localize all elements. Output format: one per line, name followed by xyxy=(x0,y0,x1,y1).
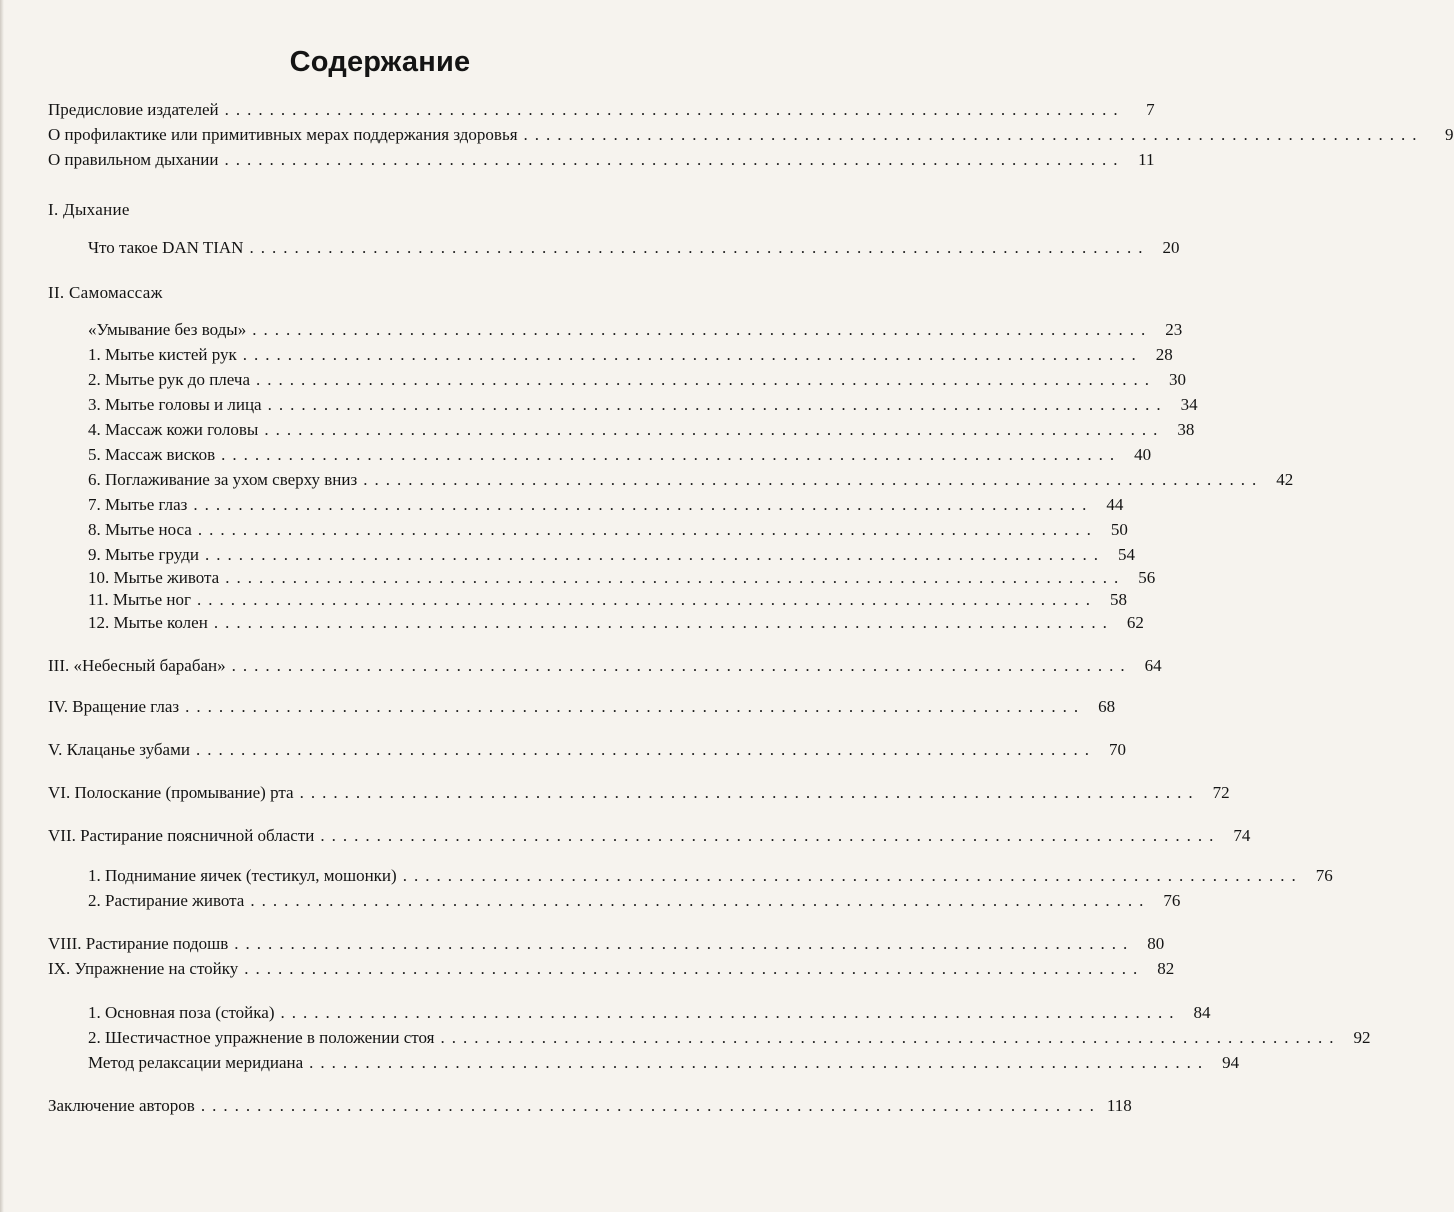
toc-entry xyxy=(88,866,1333,890)
dot-leader: ................................................................................ xyxy=(256,370,1156,389)
toc-entry xyxy=(88,495,1124,519)
toc-entry-label: 4. Массаж кожи головы xyxy=(88,420,259,439)
page-title: Содержание xyxy=(289,46,471,78)
toc-entry-page-number: 68 xyxy=(1098,697,1116,716)
toc-entry-label: 1. Основная поза (стойка) xyxy=(88,1003,275,1022)
toc-entry-page-number: 94 xyxy=(1222,1053,1240,1072)
dot-leader: ................................................................................ xyxy=(242,345,1143,364)
toc-entry-label: 1. Мытье кистей рук xyxy=(88,345,237,364)
toc-entry xyxy=(88,395,1198,419)
dot-leader: ................................................................................ xyxy=(402,866,1303,885)
dot-leader: ................................................................................ xyxy=(267,395,1168,414)
toc-entry-page-number: 34 xyxy=(1180,395,1198,414)
toc-entry-page-number: 42 xyxy=(1276,470,1294,489)
dot-leader: ................................................................................ xyxy=(185,697,1086,716)
toc-entry xyxy=(88,345,1173,369)
dot-leader: ................................................................................ xyxy=(250,891,1151,910)
toc-entry-page-number: 28 xyxy=(1155,345,1173,364)
toc-entry-page-number: 82 xyxy=(1157,959,1175,978)
dot-leader: ................................................................................ xyxy=(252,320,1153,339)
toc-entry xyxy=(88,891,1181,915)
dot-leader: ................................................................................ xyxy=(523,125,1424,144)
dot-leader: ................................................................................ xyxy=(264,420,1165,439)
toc-entry-label: II. Самомассаж xyxy=(48,283,163,302)
dot-leader: ................................................................................ xyxy=(193,495,1094,514)
toc-entry-label: 5. Массаж висков xyxy=(88,445,216,464)
dot-leader: ................................................................................ xyxy=(195,740,1096,759)
toc-entry xyxy=(88,238,1180,262)
dot-leader: ................................................................................ xyxy=(225,568,1126,587)
toc-entry-page-number: 54 xyxy=(1117,545,1135,564)
toc-entry-page-number: 56 xyxy=(1138,568,1156,587)
toc-entry-label: IV. Вращение глаз xyxy=(48,697,180,716)
toc-entry-page-number: 70 xyxy=(1108,740,1126,759)
toc-entry-label: VII. Растирание поясничной области xyxy=(48,826,315,845)
toc-entry xyxy=(88,1053,1240,1077)
toc-entry xyxy=(88,1028,1371,1052)
toc-entry xyxy=(88,520,1128,544)
toc-entry-label: VI. Полоскание (промывание) рта xyxy=(48,783,294,802)
toc-entry-label: Предисловие издателей xyxy=(48,100,219,119)
dot-leader: ................................................................................ xyxy=(299,783,1200,802)
toc-entry-label: 12. Мытье колен xyxy=(88,613,208,632)
toc-entry xyxy=(88,370,1186,394)
toc-entry-label: IX. Упражнение на стойку xyxy=(48,959,239,978)
toc-entry xyxy=(88,613,1144,637)
toc-entry-page-number: 92 xyxy=(1353,1028,1371,1047)
toc-entry-page-number: 11 xyxy=(1138,150,1155,169)
dot-leader: ................................................................................ xyxy=(234,934,1135,953)
toc-entry-label: 2. Шестичастное упражнение в положении стоя xyxy=(88,1028,435,1047)
toc-entry-page-number: 76 xyxy=(1163,891,1181,910)
toc-entry-label: V. Клацанье зубами xyxy=(48,740,190,759)
toc-entry-label: III. «Небесный барабан» xyxy=(48,656,226,675)
toc-entry-page-number: 62 xyxy=(1126,613,1144,632)
toc-entry xyxy=(48,100,1155,124)
toc-entry-label: VIII. Растирание подошв xyxy=(48,934,229,953)
toc-entry-label: О профилактике или примитивных мерах поддержания здоровья xyxy=(48,125,518,144)
toc-entry-label: 2. Мытье рук до плеча xyxy=(88,370,250,389)
dot-leader: ................................................................................ xyxy=(249,238,1150,257)
toc-entry-page-number: 80 xyxy=(1147,934,1165,953)
dot-leader: ................................................................................ xyxy=(221,445,1122,464)
toc-entry xyxy=(48,125,1454,149)
toc-entry-label: 6. Поглаживание за ухом сверху вниз xyxy=(88,470,358,489)
toc-entry-page-number: 20 xyxy=(1162,238,1180,257)
toc-entry xyxy=(48,783,1230,807)
toc-entry-label: 8. Мытье носа xyxy=(88,520,192,539)
toc-entry xyxy=(48,959,1175,983)
toc-entry xyxy=(48,740,1126,764)
toc-entry xyxy=(48,934,1165,958)
toc-entry-label: 9. Мытье груди xyxy=(88,545,199,564)
dot-leader: ................................................................................ xyxy=(196,590,1097,609)
toc-entry-label: 3. Мытье головы и лица xyxy=(88,395,262,414)
toc-entry-label: «Умывание без воды» xyxy=(88,320,247,339)
dot-leader: ................................................................................ xyxy=(280,1003,1181,1022)
toc-entry xyxy=(88,420,1195,444)
toc-entry xyxy=(88,545,1135,569)
dot-leader: ................................................................................ xyxy=(213,613,1114,632)
toc-entry-page-number: 74 xyxy=(1233,826,1251,845)
toc-entry-page-number: 72 xyxy=(1212,783,1230,802)
toc-entry-page-number: 9 xyxy=(1445,125,1454,144)
toc-entry xyxy=(88,590,1127,614)
dot-leader: ................................................................................ xyxy=(224,100,1125,119)
toc-entry-label: О правильном дыхании xyxy=(48,150,219,169)
dot-leader: ................................................................................ xyxy=(200,1096,1101,1115)
toc-entry xyxy=(88,445,1152,469)
toc-entry xyxy=(48,697,1116,721)
dot-leader: ................................................................................ xyxy=(440,1028,1341,1047)
toc-entry xyxy=(48,200,712,224)
dot-leader: ................................................................................ xyxy=(320,826,1221,845)
toc-entry-page-number: 7 xyxy=(1146,100,1155,119)
toc-entry-page-number: 38 xyxy=(1177,420,1195,439)
toc-entry xyxy=(48,1096,1132,1120)
toc-entry-page-number: 40 xyxy=(1134,445,1152,464)
toc-entry xyxy=(88,470,1294,494)
toc-entry-label: 7. Мытье глаз xyxy=(88,495,188,514)
toc-entry-label: Заключение авторов xyxy=(48,1096,195,1115)
toc-entry xyxy=(48,283,712,307)
toc-entry-label: Что такое DAN TIAN xyxy=(88,238,244,257)
toc-entry-page-number: 76 xyxy=(1315,866,1333,885)
toc-entry-page-number: 44 xyxy=(1106,495,1124,514)
dot-leader: ................................................................................ xyxy=(309,1053,1210,1072)
toc-entry-page-number: 118 xyxy=(1106,1096,1132,1115)
toc-entry xyxy=(88,320,1183,344)
toc-entry-page-number: 50 xyxy=(1110,520,1128,539)
toc-entry xyxy=(48,150,1155,174)
toc-entry xyxy=(48,656,1162,680)
dot-leader: ................................................................................ xyxy=(224,150,1125,169)
dot-leader: ................................................................................ xyxy=(204,545,1105,564)
toc-entry-label: 2. Растирание живота xyxy=(88,891,245,910)
toc-entry xyxy=(88,568,1156,592)
dot-leader: ................................................................................ xyxy=(231,656,1132,675)
toc-entry-label: I. Дыхание xyxy=(48,200,130,219)
dot-leader: ................................................................................ xyxy=(197,520,1098,539)
toc-entry xyxy=(88,1003,1211,1027)
toc-entry-label: Метод релаксации меридиана xyxy=(88,1053,304,1072)
toc-entry-label: 10. Мытье живота xyxy=(88,568,220,587)
toc-entry-page-number: 58 xyxy=(1109,590,1127,609)
toc-entry-label: 1. Поднимание яичек (тестикул, мошонки) xyxy=(88,866,397,885)
toc-entry-page-number: 30 xyxy=(1169,370,1186,389)
toc-entry-label: 11. Мытье ног xyxy=(88,590,191,609)
toc-entry xyxy=(48,826,1251,850)
dot-leader: ................................................................................ xyxy=(363,470,1264,489)
toc-entry-page-number: 84 xyxy=(1193,1003,1211,1022)
toc-entry-page-number: 23 xyxy=(1165,320,1183,339)
dot-leader: ................................................................................ xyxy=(244,959,1145,978)
toc-entry-page-number: 64 xyxy=(1144,656,1162,675)
